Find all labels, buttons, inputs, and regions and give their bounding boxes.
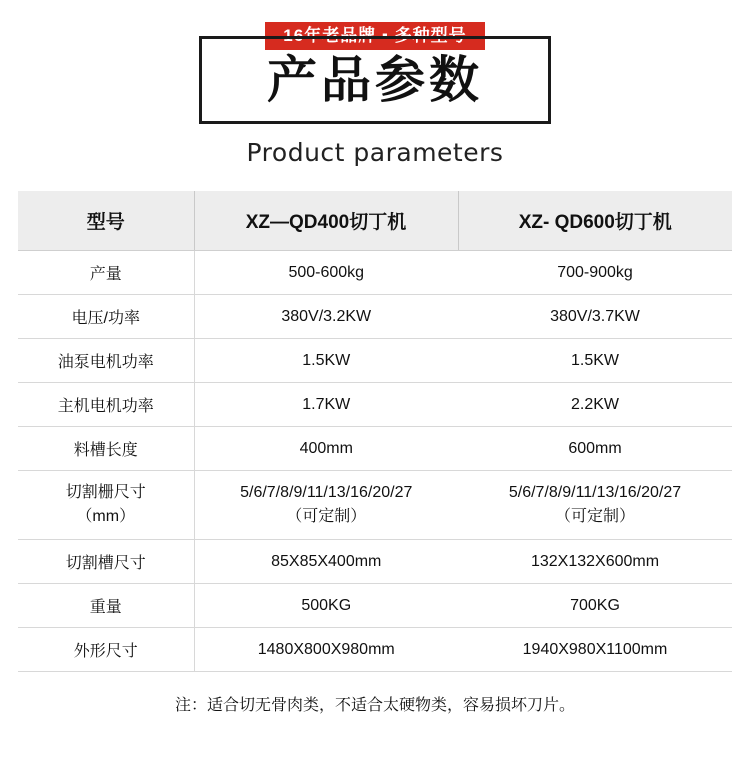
row-label: 电压/功率 [18,295,194,339]
row-label: 主机电机功率 [18,383,194,427]
spec-table-head [18,191,732,251]
row-value-qd600: 1.5KW [458,339,732,383]
row-value-qd600 [458,471,732,540]
row-label: 外形尺寸 [18,628,194,672]
row-value-qd400-line2: （可定制） [286,508,367,525]
row-label: 油泵电机功率 [18,339,194,383]
row-label: 产量 [18,251,194,295]
row-value-qd600: 700-900kg [458,251,732,295]
table-row [18,251,732,295]
spec-table-wrapper [18,191,732,715]
row-value-qd600-line1: 5/6/7/8/9/11/13/16/20/27 [508,484,682,501]
page-header [0,0,750,167]
table-row [18,339,732,383]
row-value-qd400: 1480X800X980mm [194,628,458,672]
row-value-qd600: 700KG [458,584,732,628]
table-row [18,540,732,584]
spec-table [18,191,732,672]
row-value-qd600: 380V/3.7KW [458,295,732,339]
row-value-qd600: 132X132X600mm [458,540,732,584]
row-value-qd400-line1: 5/6/7/8/9/11/13/16/20/27 [240,484,413,501]
row-value-qd400: 1.5KW [194,339,458,383]
spec-table-body [18,251,732,672]
table-row [18,584,732,628]
row-label-line1: 切割栅尺寸 [65,484,146,501]
table-header-row [18,191,732,251]
row-value-qd600-line2: （可定制） [554,508,635,525]
table-row [18,295,732,339]
row-value-qd400: 1.7KW [194,383,458,427]
row-value-qd400: 380V/3.2KW [194,295,458,339]
row-label: 重量 [18,584,194,628]
table-row [18,628,732,672]
row-value-qd600: 1940X980X1100mm [458,628,732,672]
row-label [18,471,194,540]
page-title: 产品参数 [267,52,483,108]
column-header-model: 型号 [18,191,194,251]
row-value-qd600: 2.2KW [458,383,732,427]
table-note: 注：适合切无骨肉类，不适合太硬物类，容易损坏刀片。 [174,697,575,714]
table-row [18,427,732,471]
page-subtitle: Product parameters [246,138,504,167]
row-label-line2: （mm） [76,508,136,525]
table-row [18,471,732,540]
row-value-qd400: 400mm [194,427,458,471]
row-value-qd400: 500KG [194,584,458,628]
row-value-qd400: 500-600kg [194,251,458,295]
row-label: 切割槽尺寸 [18,540,194,584]
row-value-qd400 [194,471,458,540]
row-label: 料槽长度 [18,427,194,471]
row-value-qd400: 85X85X400mm [194,540,458,584]
brand-badge: 16年老品牌 ▪ 多种型号 [265,22,484,50]
row-value-qd600: 600mm [458,427,732,471]
column-header-qd400: XZ—QD400切丁机 [194,191,458,251]
page-title-box [199,36,551,124]
column-header-qd600: XZ- QD600切丁机 [458,191,732,251]
table-row [18,383,732,427]
